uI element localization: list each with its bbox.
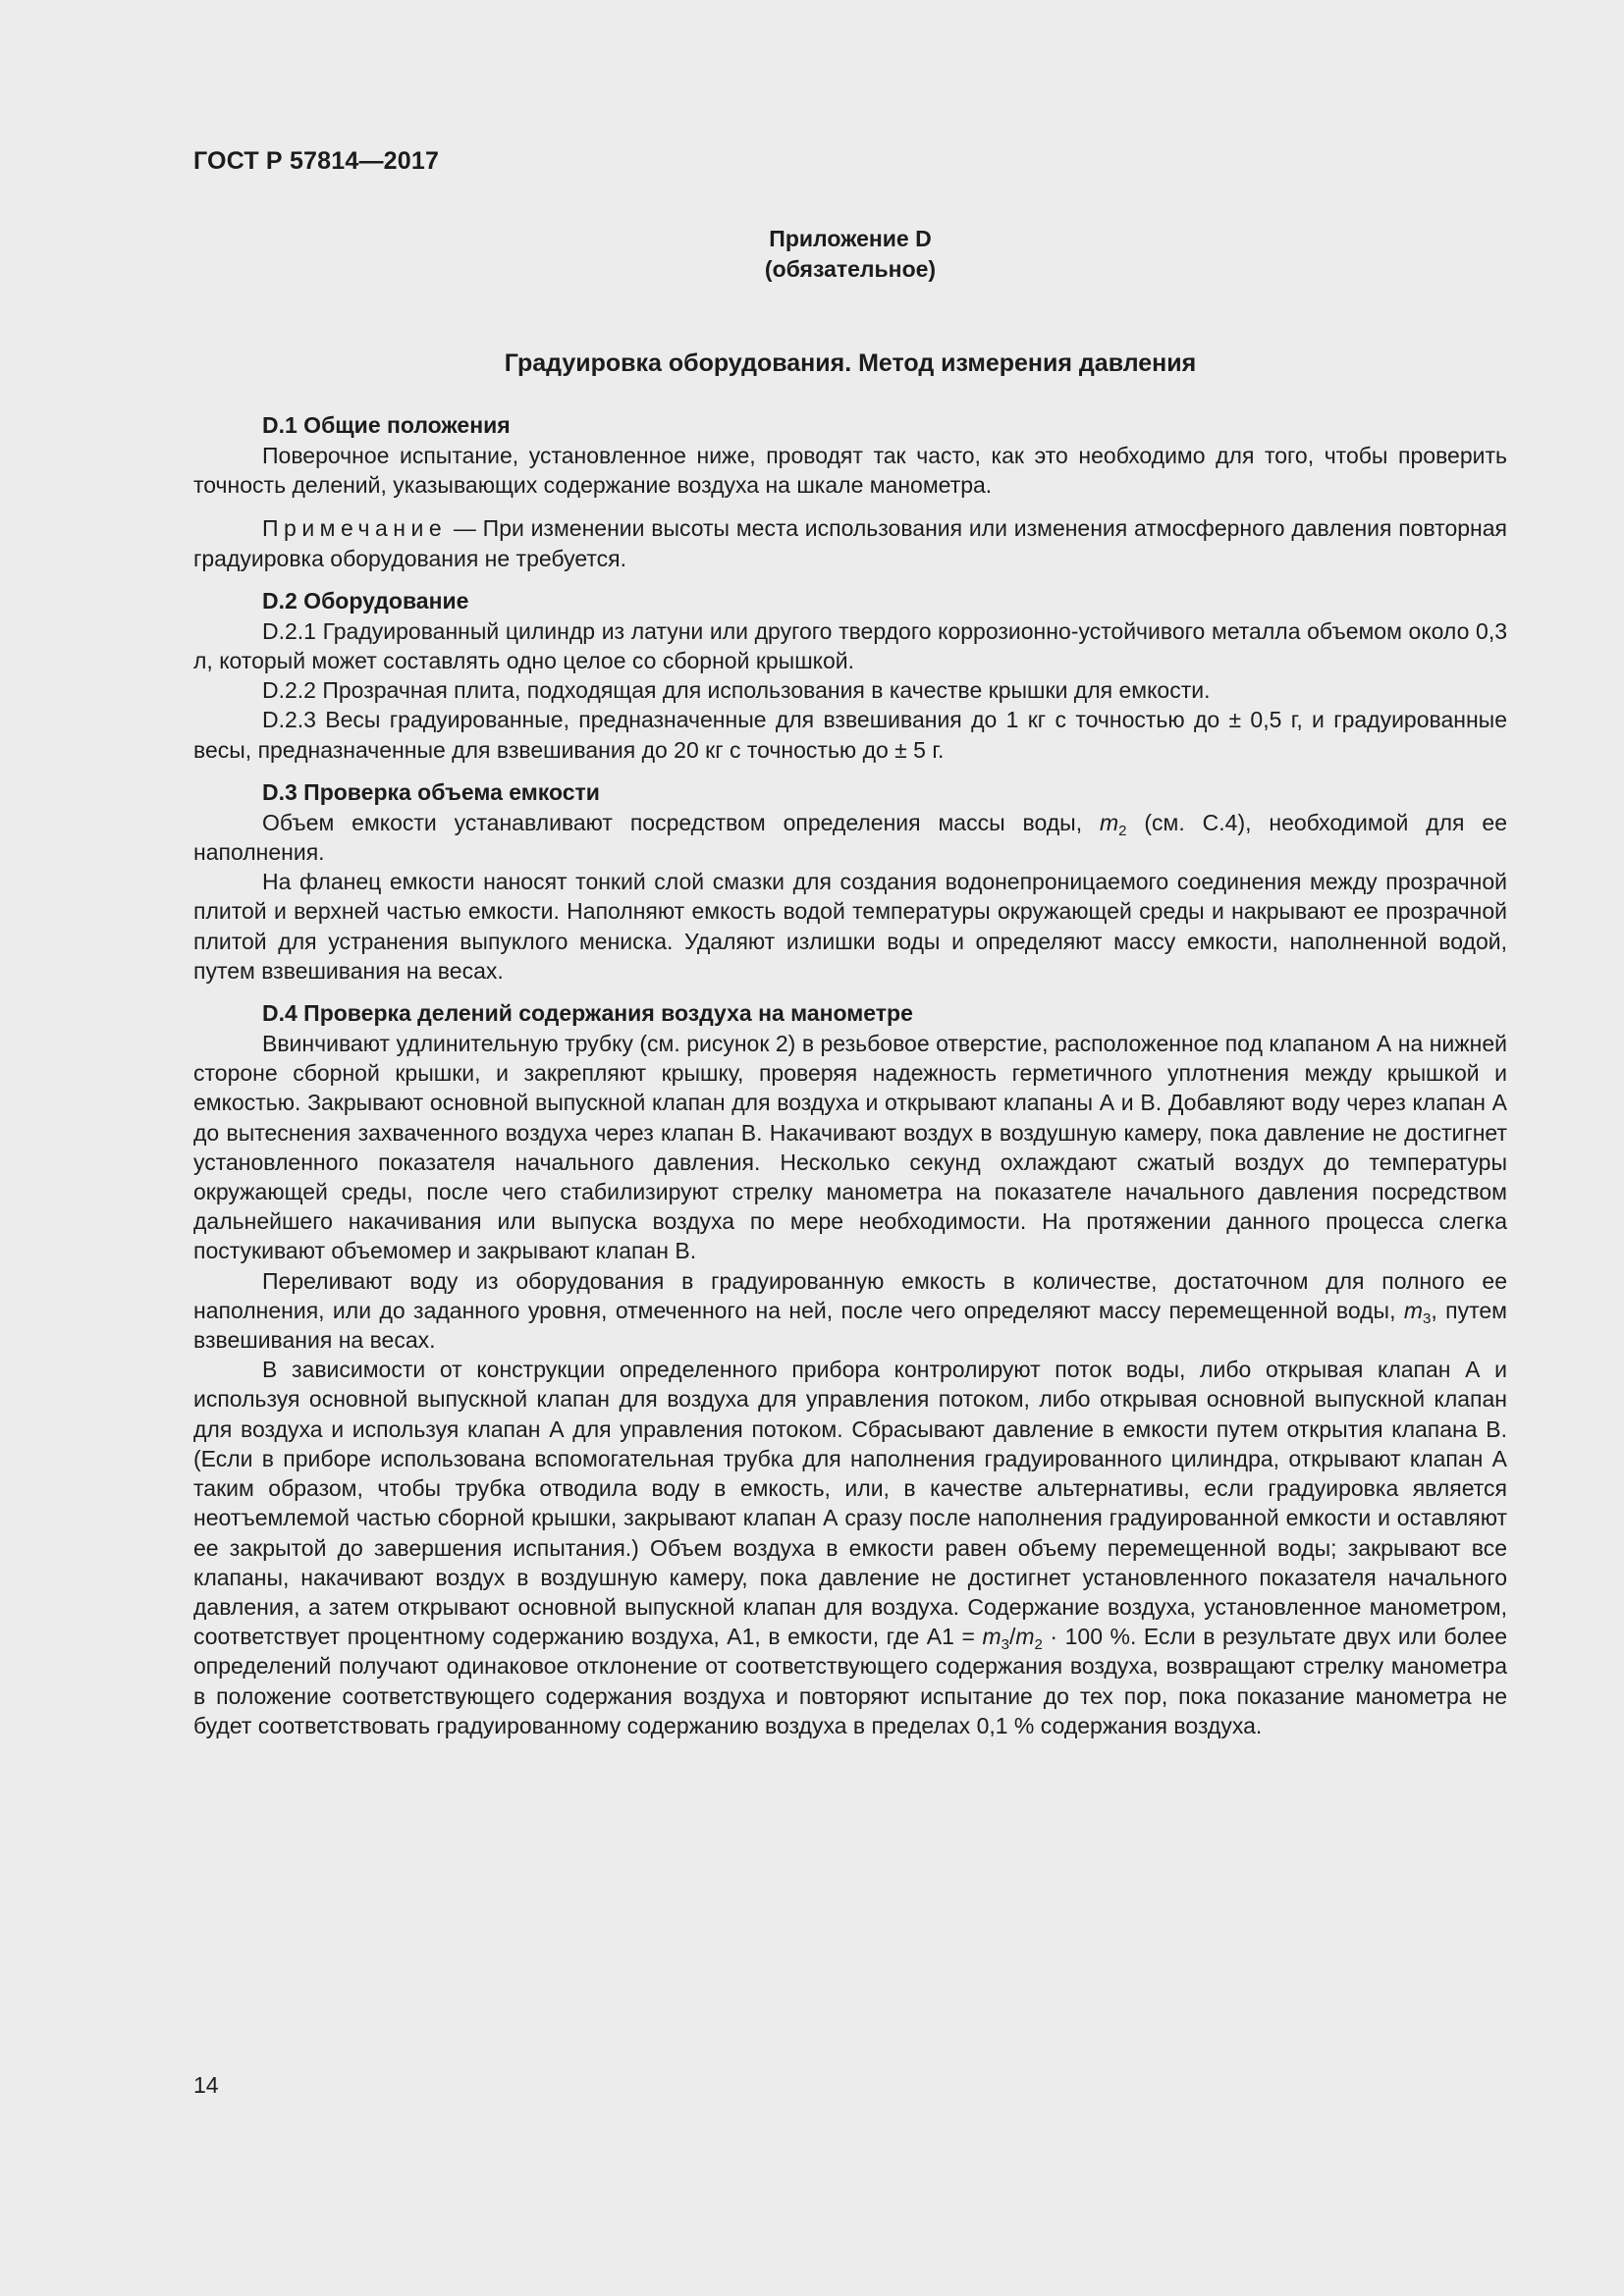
section-heading-d1: D.1 Общие положения <box>262 412 511 438</box>
document-body <box>193 410 1507 1740</box>
d3-paragraph-2: На фланец емкости наносят тонкий слой смазки для создания водонепроницаемого соединения между прозрачной плитой и верхней частью емкости. Наполняют емкость водой температуры окружающей среды и накрывают ее прозрачной плитой для устранения выпуклого мениска. Удаляют излишки воды и определяют массу емкости, наполненной водой, путем взвешивания на весах. <box>193 869 1507 984</box>
d4-paragraph-2: Переливают воду из оборудования в градуированную емкость в количестве, достаточном для полного ее наполнения, или до заданного уровня, отмеченного на ней, после чего определяют массу перемещенной воды, $m_3$, путем взвешивания на весах. <box>193 1267 1507 1354</box>
d2-paragraph-1: D.2.1 Градуированный цилиндр из латуни или другого твердого коррозионно-устойчивого металла объемом около 0,3 л, который может составлять одно целое со сборной крышкой. <box>193 617 1507 674</box>
section-heading-d3: D.3 Проверка объема емкости <box>262 778 600 805</box>
d3-paragraph-1: Объем емкости устанавливают посредством определения массы воды, $m_2$ (см. С.4), необходимой для ее наполнения. <box>193 809 1507 866</box>
d4-paragraph-3: В зависимости от конструкции определенного прибора контролируют поток воды, либо открывая клапан А и используя основной выпускной клапан для воздуха для управления потоком, либо открывая основной выпускной клапан для воздуха и используя клапан А для управления потоком. Сбрасывают давление в емкости путем открытия клапана В. (Если в приборе использована вспомогательная трубка для наполнения градуированного цилиндра, открывают клапан А таким образом, чтобы трубка отводила воду в емкость, или, в качестве альтернативы, если градуировка является неотъемлемой частью сборной крышки, закрывают клапан А сразу после наполнения градуированной емкости и оставляют ее закрытой до завершения испытания.) Объем воздуха в емкости равен объему перемещенной воды; закрывают все клапаны, накачивают воздух в воздушную камеру, пока давление не достигнет установленного показателя начального давления, а затем открывают основной выпускной клапан для воздуха. Содержание воздуха, установленное манометром, соответствует процентному содержанию воздуха, А1, в емкости, где $А1 = m_3/m_2 \cdot 100$ %. Если в результате двух или более определений получают одинаковое отклонение от соответствующего содержания воздуха, возвращают стрелку манометра в положение соответствующего содержания воздуха и повторяют испытание до тех пор, пока показание манометра не будет соответствовать градуированному содержанию воздуха в пределах 0,1 % содержания воздуха. <box>193 1357 1507 1738</box>
d1-note <box>193 513 1507 572</box>
annex-status: (обязательное) <box>764 256 937 282</box>
d1-paragraph: Поверочное испытание, установленное ниже, проводят так часто, как это необходимо для того, чтобы проверить точность делений, указывающих содержание воздуха на шкале манометра. <box>193 443 1507 499</box>
annex-title: Приложение D <box>769 226 932 251</box>
note-label: Примечание <box>262 515 448 542</box>
main-title: Градуировка оборудования. Метод измерения давления <box>504 349 1197 377</box>
document-code: ГОСТ Р 57814—2017 <box>193 147 440 175</box>
section-heading-d4: D.4 Проверка делений содержания воздуха на манометре <box>262 1000 913 1027</box>
symbol-m: m <box>982 1624 1001 1650</box>
section-heading-d2: D.2 Оборудование <box>262 587 469 614</box>
d2-paragraph-3: D.2.3 Весы градуированные, предназначенные для взвешивания до 1 кг с точностью до ± 0,5 г, и градуированные весы, предназначенные для взвешивания до 20 кг с точностью до ± 5 г. <box>193 707 1507 763</box>
symbol-m: m <box>1015 1624 1035 1650</box>
symbol-m: m <box>1403 1297 1424 1323</box>
d2-paragraph-2: D.2.2 Прозрачная плита, подходящая для использования в качестве крышки для емкости. <box>262 677 1211 704</box>
symbol-m: m <box>1099 809 1119 835</box>
d4-paragraph-1: Ввинчивают удлинительную трубку (см. рисунок 2) в резьбовое отверстие, расположенное под клапаном А на нижней стороне сборной крышки, и закрепляют крышку, проверяя надежность герметичного уплотнения между крышкой и емкостью. Закрывают основной выпускной клапан для воздуха и открывают клапаны А и В. Добавляют воду через клапан А до вытеснения захваченного воздуха через клапан В. Накачивают воздух в воздушную камеру, пока давление не достигнет установленного показателя начального давления. Несколько секунд охлаждают сжатый воздух до температуры окружающей среды, после чего стабилизируют стрелку манометра на показателе начального давления посредством дальнейшего накачивания или выпуска воздуха по мере необходимости. На протяжении данного процесса слегка постукивают объемомер и закрывают клапан В. <box>193 1031 1507 1264</box>
page-number: 14 <box>193 2072 219 2098</box>
note-text: — При изменении высоты места использования или изменения атмосферного давления повторная градуировка оборудования не требуется. <box>193 515 1507 571</box>
